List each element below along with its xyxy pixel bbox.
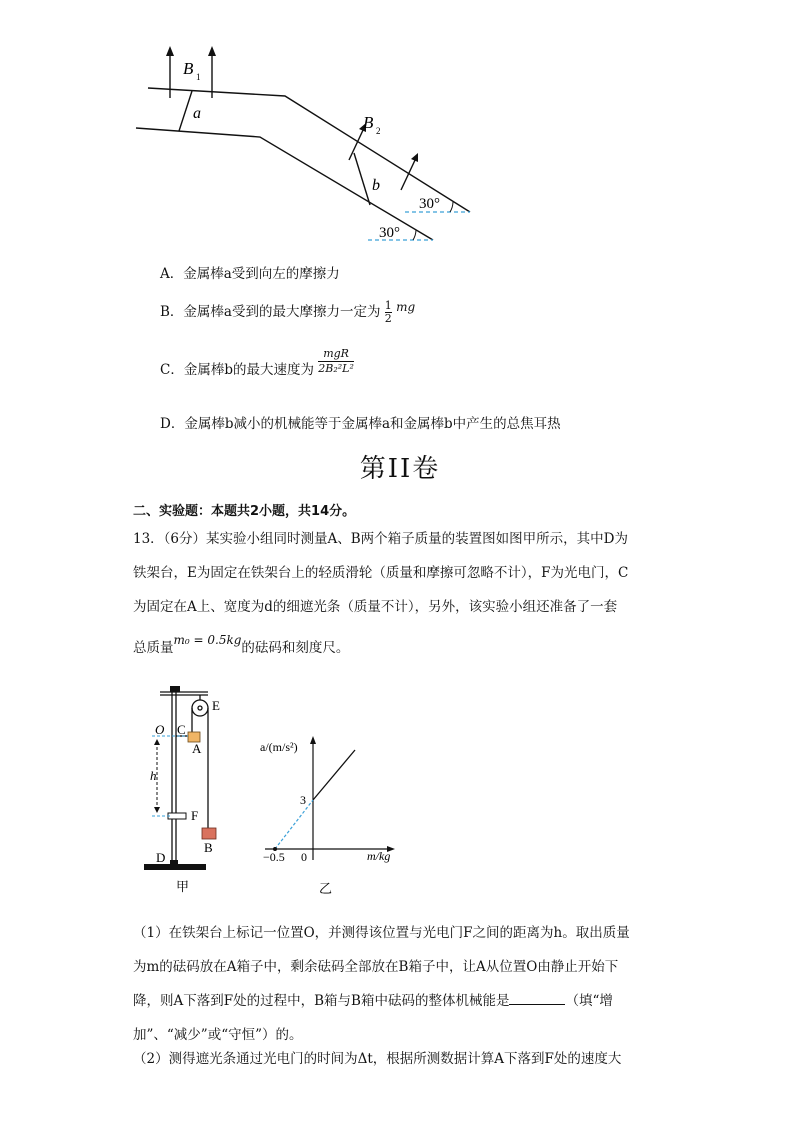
x-intercept-label: −0.5 [263, 850, 285, 864]
lower-rail [136, 128, 433, 240]
b2-subscript: 2 [376, 126, 381, 136]
y-intercept-label: 3 [300, 793, 306, 807]
graph-ylabel: a/(m/s²) [260, 740, 298, 754]
q13-line-3: 为固定在A上、宽度为d的细遮光条（质量不计），另外，该实验小组还准备了一套 [133, 599, 618, 615]
m0-formula: m₀ = 0.5kg [173, 633, 242, 647]
fraction-denominator: 2B₂²L² [318, 361, 354, 375]
label-b: B [204, 840, 213, 855]
option-c [160, 344, 354, 378]
angle-arc-lower [413, 230, 416, 240]
label-d: D [156, 850, 166, 865]
graph-line [313, 750, 355, 800]
rod-a [179, 91, 192, 131]
fraction-numerator: 1 [384, 299, 392, 312]
rails-figure [120, 40, 490, 255]
volume-title: 第II卷 [359, 454, 441, 484]
option-a: A．金属棒a受到向左的摩擦力 [160, 266, 340, 282]
photogate-f [168, 813, 186, 819]
fraction-denominator: 2 [384, 312, 392, 325]
y-axis-arrow [310, 736, 316, 744]
angle-label-lower: 30° [379, 225, 400, 241]
option-b-text: B．金属棒a受到的最大摩擦力一定为 [160, 304, 381, 320]
label-a: A [192, 741, 202, 756]
b1-subscript: 1 [196, 72, 201, 82]
label-e: E [212, 698, 220, 713]
part-1 [133, 916, 673, 1052]
part-2 [133, 1042, 673, 1076]
part1-line-3-pre: 降，则A下落到F处的过程中，B箱与B箱中砝码的整体机械能是 [133, 993, 510, 1009]
graph-extrapolation [275, 800, 313, 849]
option-b-mg: mg [396, 300, 416, 314]
q13-line-1: 13．（6分）某实验小组同时测量A、B两个箱子质量的装置图如图甲所示，其中D为 [133, 531, 629, 547]
b-label: b [372, 177, 380, 194]
part1-line-3 [133, 984, 673, 1018]
label-h: h [150, 768, 157, 783]
answer-blank[interactable] [509, 992, 565, 1005]
q13-line-4-pre: 总质量 [133, 640, 174, 656]
option-c-fraction [318, 347, 354, 376]
a-label: a [193, 105, 201, 122]
caption-jia: 甲 [176, 879, 190, 894]
angle-label-upper: 30° [419, 196, 440, 212]
part1-line-2: 为m的砝码放在A箱子中，剩余砝码全部放在B箱子中，让A从位置O由静止开始下 [133, 959, 619, 975]
question-13 [133, 522, 673, 624]
label-f: F [191, 808, 199, 823]
part2-line-1: （2）测得遮光条通过光电门的时间为Δt，根据所测数据计算A下落到F处的速度大 [133, 1051, 622, 1067]
label-c: C [177, 722, 186, 737]
origin-label: 0 [301, 850, 307, 864]
option-c-text: C．金属棒b的最大速度为 [160, 362, 314, 378]
q13-line-4 [133, 633, 673, 658]
b2-label: B [363, 113, 374, 132]
fraction-numerator: mgR [318, 347, 354, 362]
stand-top-clamp [170, 686, 180, 692]
box-b [202, 828, 216, 839]
section-heading: 二、实验题：本题共2小题，共14分。 [133, 504, 356, 519]
option-d: D．金属棒b减小的机械能等于金属棒a和金属棒b中产生的总焦耳热 [160, 416, 561, 432]
option-b-fraction [385, 300, 392, 325]
part1-line-1: （1）在铁架台上标记一位置O，并测得该位置与光电门F之间的距离为h。取出质量 [133, 925, 630, 941]
part1-line-4: 加”、“减少”或“守恒”）的。 [133, 1027, 303, 1043]
b1-field-arrows [166, 46, 216, 56]
a-m-graph [255, 730, 405, 900]
b1-label: B [183, 59, 194, 78]
angle-arc-upper [450, 202, 453, 212]
part1-line-3-post: （填“增 [565, 993, 613, 1009]
graph-xlabel: m/kg [367, 849, 391, 863]
q13-line-2: 铁架台，E为固定在铁架台上的轻质滑轮（质量和摩擦可忽略不计），F为光电门，C [133, 565, 629, 581]
apparatus-figure [140, 680, 250, 895]
caption-yi: 乙 [319, 881, 333, 896]
q13-line-4-post: 的砝码和刻度尺。 [241, 640, 350, 656]
option-b [160, 300, 415, 325]
label-o: O [155, 722, 165, 737]
